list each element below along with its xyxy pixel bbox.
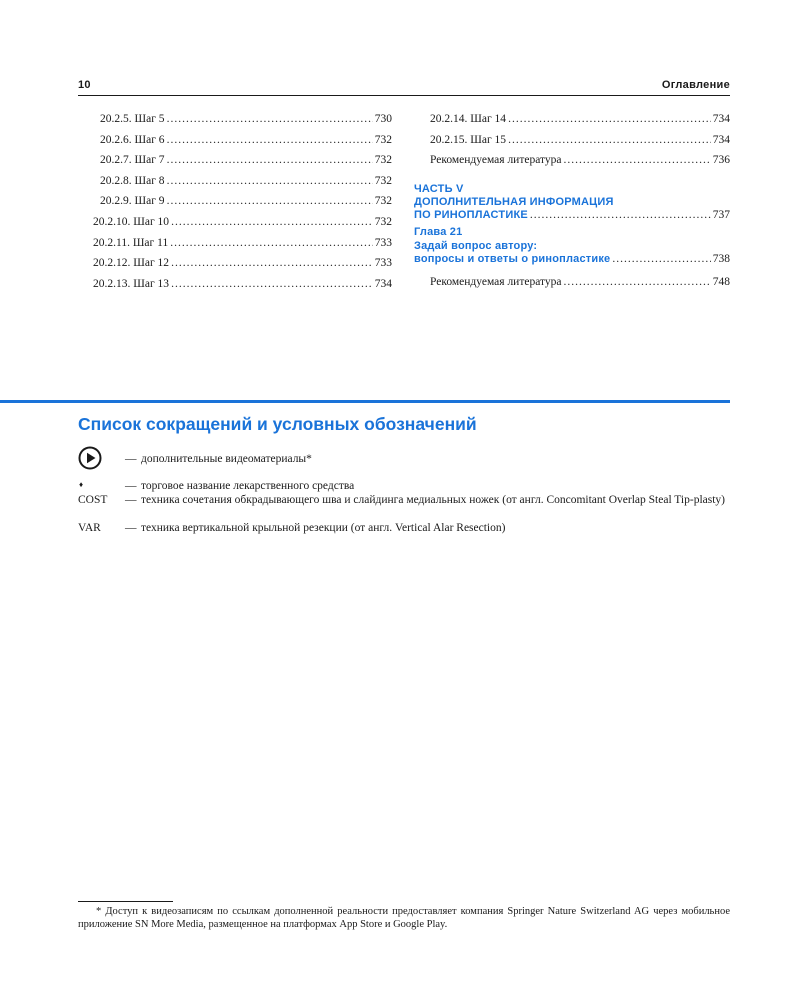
abbreviation-dash: — xyxy=(125,453,137,465)
toc-entry[interactable] xyxy=(78,130,392,151)
abbreviation-term: COST xyxy=(78,494,108,506)
toc-leader-dots xyxy=(170,233,373,254)
diamond-icon: ♦ xyxy=(79,480,84,489)
abbreviation-row xyxy=(78,521,730,535)
toc-entry-page: 736 xyxy=(712,154,730,167)
abbreviation-row xyxy=(78,493,730,507)
toc-entry-label: 20.2.15. Шаг 15 xyxy=(430,133,507,146)
part-title-line: ПО РИНОПЛАСТИКЕ xyxy=(414,209,528,222)
toc-entry[interactable] xyxy=(78,212,392,233)
toc-entry[interactable] xyxy=(78,150,392,171)
part-heading-line: ЧАСТЬ V xyxy=(414,182,464,195)
toc-spacer xyxy=(414,171,730,183)
toc-leader-dots xyxy=(508,130,711,151)
abbreviation-definition: дополнительные видеоматериалы* xyxy=(141,453,312,465)
part-title-line: ДОПОЛНИТЕЛЬНАЯ ИНФОРМАЦИЯ xyxy=(414,195,614,208)
toc-entry-page: 734 xyxy=(712,113,730,125)
toc-chapter-entry[interactable] xyxy=(414,226,730,266)
play-video-icon xyxy=(78,446,102,470)
toc-entry-page: 734 xyxy=(374,277,392,290)
toc-right-column xyxy=(414,109,730,293)
toc-entry-label: 20.2.9. Шаг 9 xyxy=(100,195,165,208)
footnote-text: Доступ к видеозаписям по ссылкам дополненной реальности предоставляет компания Springer Nature Switzerland AG через мобильное приложение SN More Media, размещенное на платформах App Store и Google Play. xyxy=(78,906,731,930)
toc-entry[interactable] xyxy=(78,109,392,130)
toc-entry-page: 732 xyxy=(374,174,392,187)
toc-entry-page: 733 xyxy=(374,257,392,270)
toc-entry-label: 20.2.6. Шаг 6 xyxy=(100,133,165,146)
toc-entry[interactable] xyxy=(78,191,392,212)
running-section-title: Оглавление xyxy=(661,79,730,91)
toc-entry-page: 733 xyxy=(374,236,392,249)
toc-entry-page: 738 xyxy=(712,252,730,265)
toc-entry-label: 20.2.12. Шаг 12 xyxy=(93,257,170,270)
chapter-title-last-line xyxy=(414,253,730,266)
toc-leader-dots xyxy=(167,150,373,171)
toc-entry-label: 20.2.13. Шаг 13 xyxy=(93,277,170,290)
chapter-title-line: Задай вопрос автору: xyxy=(414,239,538,252)
chapter-heading-line: Глава 21 xyxy=(414,226,463,239)
toc-entry-label: 20.2.8. Шаг 8 xyxy=(100,174,165,187)
toc-part-entry[interactable] xyxy=(414,183,730,223)
abbreviation-dash: — xyxy=(125,522,137,534)
toc-leader-dots xyxy=(508,109,711,130)
toc-leader-dots xyxy=(167,130,373,151)
toc-entry-page: 748 xyxy=(712,275,730,288)
toc-entry-page: 737 xyxy=(712,209,730,222)
toc-leader-dots xyxy=(171,212,373,233)
abbreviation-dash: — xyxy=(125,494,137,506)
toc-leader-dots xyxy=(171,253,373,274)
toc-entry[interactable] xyxy=(414,272,730,293)
abbreviation-definition: торговое название лекарственного средства xyxy=(141,480,355,492)
section-rule xyxy=(0,400,730,403)
toc-leader-dots xyxy=(564,150,711,171)
section-title: Список сокращений и условных обозначений xyxy=(78,414,477,434)
running-header xyxy=(78,76,730,96)
toc-left-column xyxy=(78,109,392,294)
toc-leader-dots xyxy=(612,253,710,266)
toc-entry[interactable] xyxy=(78,253,392,274)
abbreviation-term: VAR xyxy=(78,522,101,534)
abbreviation-dash: — xyxy=(125,480,137,492)
toc-leader-dots xyxy=(167,171,373,192)
toc-entry-page: 734 xyxy=(712,133,730,146)
toc-entry-label: Рекомендуемая литература xyxy=(430,154,562,167)
toc-entry[interactable] xyxy=(414,150,730,171)
abbreviation-row xyxy=(78,479,730,493)
toc-entry[interactable] xyxy=(78,171,392,192)
abbreviation-definition: техника сочетания обкрадывающего шва и слайдинга медиальных ножек (от англ. Concomitant Overlap Steal Tip-plasty) xyxy=(141,494,725,506)
toc-entry-label: 20.2.14. Шаг 14 xyxy=(430,113,507,125)
toc-entry-label: 20.2.11. Шаг 11 xyxy=(93,236,169,249)
abbreviation-definition: техника вертикальной крыльной резекции (от англ. Vertical Alar Resection) xyxy=(141,522,506,534)
footnote-mark: * xyxy=(96,906,102,917)
toc-entry-page: 732 xyxy=(374,133,392,146)
part-title-last-line xyxy=(414,209,730,222)
toc-leader-dots xyxy=(167,109,373,130)
toc-leader-dots xyxy=(564,272,711,293)
header-rule xyxy=(78,95,730,96)
page-number: 10 xyxy=(78,79,91,91)
toc-leader-dots xyxy=(171,274,373,295)
toc-entry-label: 20.2.7. Шаг 7 xyxy=(100,154,165,167)
toc-entry-label: 20.2.5. Шаг 5 xyxy=(100,113,165,125)
toc-entry-label: Рекомендуемая литература xyxy=(430,275,562,288)
toc-entry-label: 20.2.10. Шаг 10 xyxy=(93,215,170,228)
toc-entry-page: 732 xyxy=(374,154,392,167)
toc-entry-page: 732 xyxy=(374,195,392,208)
toc-leader-dots xyxy=(530,209,711,222)
toc-entry-page: 732 xyxy=(374,215,392,228)
toc-entry[interactable] xyxy=(414,109,730,130)
chapter-title-line: вопросы и ответы о ринопластике xyxy=(414,252,611,265)
toc-entry[interactable] xyxy=(414,130,730,151)
toc-entry-page: 730 xyxy=(374,113,392,125)
toc-leader-dots xyxy=(167,191,373,212)
toc-entry[interactable] xyxy=(78,233,392,254)
footnote xyxy=(78,905,730,931)
abbreviation-row xyxy=(78,452,730,466)
footnote-rule xyxy=(78,901,173,902)
toc-entry[interactable] xyxy=(78,274,392,295)
